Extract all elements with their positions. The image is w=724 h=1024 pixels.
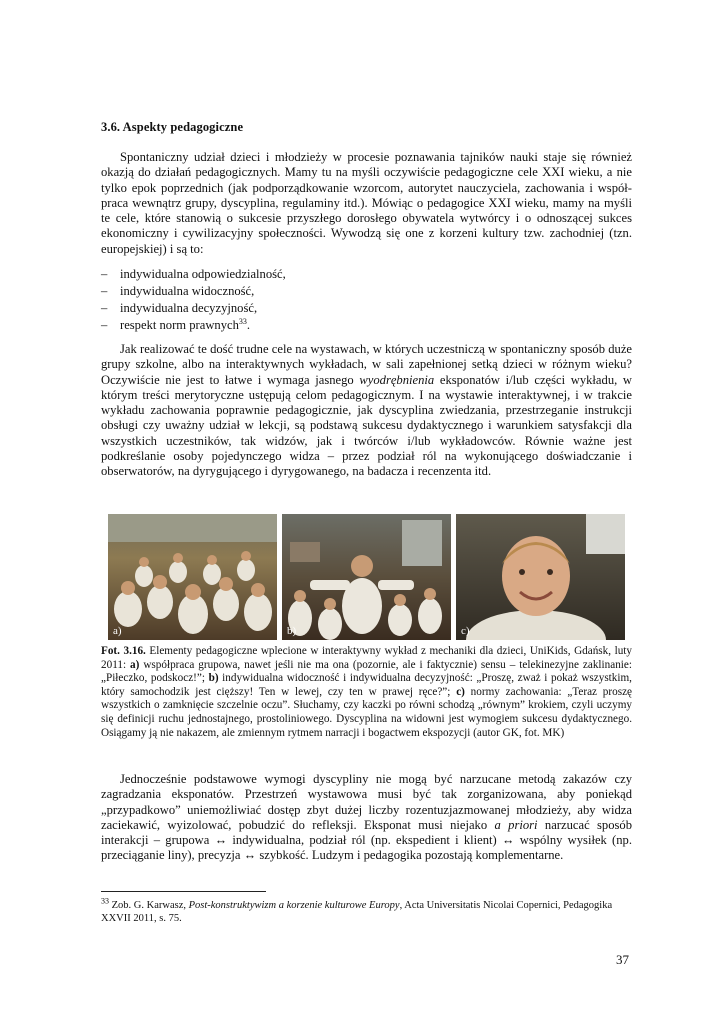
photo-label: b) xyxy=(287,625,297,637)
list-item: – indywidualna widoczność, xyxy=(101,284,255,298)
footnote-ref: 33 xyxy=(238,316,247,326)
photo-a xyxy=(108,514,277,640)
list-item: – indywidualna odpowiedzialność, xyxy=(101,267,286,281)
footnote: $^{33}$ Zob. G. Karwasz, Post-konstruktywizm a korzenie kulturowe Europy, Acta Universitatis Nicolai Copernici, Pedagogika XXVII 2011, s. 75. xyxy=(101,896,613,925)
footnote-rule xyxy=(101,891,266,892)
photo-label: a) xyxy=(113,625,122,637)
list-item: – indywidualna decyzyjność, xyxy=(101,301,258,315)
paragraph-discipline: Jednocześnie podstawowe wymogi dyscypliny nie mogą być narzucane metodą zakazów czy zagradzania eksponatów. Przestrzeń wystawowa musi być tak zorganizowana, aby poniekąd „przypadkowo” uniemożliwiać dostęp zbyt dużej liczby rozentuzjazmowanej młodzieży, aby widza zaciekawić, wyizolować, pobudzić do refleksji. Eksponat musi niejako a priori narzucać sposób interakcji – grupowa ↔ indywidualna, podział ról (np. ekspedient i klient) ↔ wspólny wysiłek (np. przeciąganie liny), precyzja ↔ szybkość. Ludzym i pedagogika pozostają komplementarne. xyxy=(101,772,632,863)
list-item: – respekt norm prawnych$^{33}$. xyxy=(101,316,251,332)
paragraph-exhibitions: Jak realizować te dość trudne cele na wystawach, w których uczestniczą w spontaniczny sposób duże grupy szkolne, albo na interaktywnych wykładach, w sali zapełnionej setką dzieci w różnym wieku? Oczywiście nie jest to łatwe i wymaga jasnego wyodrębnienia eksponatów i/lub części wykładu, w którym treści merytoryczne ustępują celom pedagogicznym. I na wystawie interaktywnej, i w trakcie wykładu zachowania poprawnie pedagogicznie, jak dyscyplina zwiedzania, przestrzeganie instrukcji obsługi czy uważny udział w lekcji, są podstawą sukcesu dydaktycznego i warunkiem satysfakcji dla wszystkich uczestników, tak widzów, jak i twórców i/lub wykładowców. Równie ważne jest podkreślanie osoby pojedynczego widza – przez podział ról na wykonującego doświadczanie i obserwatorów, na dyrygującego i dyrygowanego, na badacza i recenzenta itd. xyxy=(101,342,632,479)
photo-label: c) xyxy=(461,625,470,637)
photo-b xyxy=(282,514,451,640)
page-number: 37 xyxy=(616,952,629,967)
paragraph-intro: Spontaniczny udział dzieci i młodzieży w procesie poznawania tajników nauki staje się również okazją do działań pedagogicznych. Mamy tu na myśli oczywiście pedagogiczne cele XXI wieku, a nie tylko epok poprzednich (jak podporządkowanie wzorcom, autorytet nauczyciela, zachowania i współ-praca wewnątrz grupy, dyscyplina, regulaminy itd.). Mówiąc o pedagogice XXI wieku, mamy na myśli te cele, które stanowią o sukcesie przyszłego dorosłego obywatela wytwórcy i o odnoszącej sukces ekonomiczny i cywilizacyjny społeczności. Wywodzą się one z korzeni kultury tzw. zachodniej (tzn. europejskiej) i są to: xyxy=(101,150,632,256)
photo-strip xyxy=(108,514,625,640)
section-heading: 3.6. Aspekty pedagogiczne xyxy=(101,120,244,134)
figure-caption: Fot. 3.16. Elementy pedagogiczne wplecione w interaktywny wykład z mechaniki dla dzieci, UniKids, Gdańsk, luty 2011: a) współpraca grupowa, nawet jeśli nie ma ona (pozornie, ale i faktycznie) sensu – telekinezyjne zaklinanie: „Piłeczko, podskocz!”; b) indywidualna widoczność i indywidualna decyzyjność: „Proszę, zważ i pokaż wszystkim, który samochodzik jest cięższy! Ten w lewej, czy ten w prawej ręce?”; c) normy zachowania: „Teraz proszę wszystkich o zamknięcie szczelnie oczu”. Słuchamy, czy kaczki po równi schodzą „równym” krokiem, czyli uczymy się definicji ruchu jednostajnego, prostoliniowego. Dyscyplina na widowni jest wymogiem sukcesu dydaktycznego. Osiągamy ją nie nakazem, ale zmiennym rytmem narracji i bogactwem ekspozycji (autor GK, fot. MK) xyxy=(101,645,632,739)
goals-list xyxy=(101,266,286,334)
photo-c xyxy=(456,514,625,640)
